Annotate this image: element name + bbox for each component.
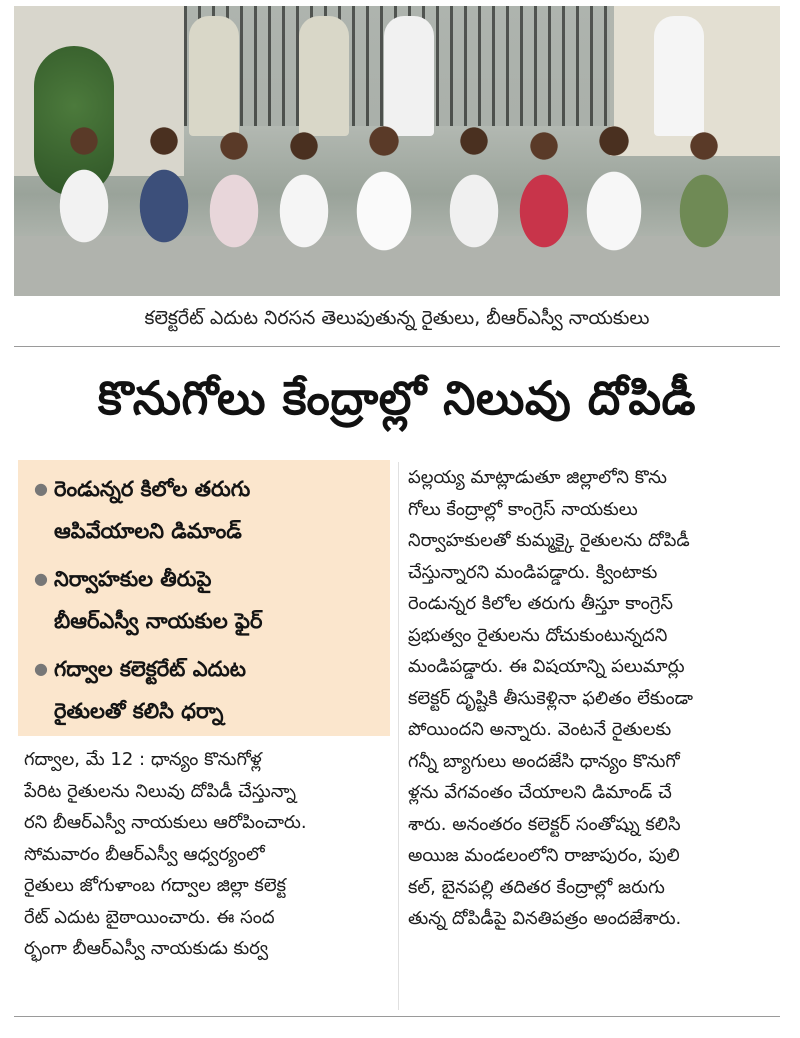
article-line: ర్భంగా బీఆర్ఎస్వీ నాయకుడు కుర్వ xyxy=(24,938,269,959)
article-column-left xyxy=(24,744,388,965)
article-column-right xyxy=(408,462,778,935)
divider xyxy=(14,346,780,347)
article-line: అయిజ మండలంలోని రాజాపురం, పులి xyxy=(408,845,680,866)
highlights-box xyxy=(18,460,390,736)
article-line: చేస్తున్నారని మండిపడ్డారు. క్వింటాకు xyxy=(408,561,658,583)
article-line: ప్రభుత్వం రైతులను దోచుకుంటున్నదని xyxy=(408,624,668,646)
column-divider xyxy=(398,462,399,1010)
highlight-line: రైతులతో కలిసి ధర్నా xyxy=(54,699,224,723)
article-line: కల్, బైనపల్లి తదితర కేంద్రాల్లో జరుగు xyxy=(408,876,665,898)
article-line: సోమవారం బీఆర్ఎస్వీ ఆధ్వర్యంలో xyxy=(24,843,265,865)
article-line: గోలు కేంద్రాల్లో కాంగ్రెస్ నాయకులు xyxy=(408,498,638,520)
bullet-icon: ● xyxy=(34,569,48,588)
article-line: గన్నీ బ్యాగులు అందజేసి ధాన్యం కొనుగో xyxy=(408,750,680,772)
article-line: రైతులు జోగుళాంబ గద్వాల జిల్లా కలెక్ట xyxy=(24,875,286,896)
article-line: మండిపడ్డారు. ఈ విషయాన్ని పలుమార్లు xyxy=(408,656,685,677)
bullet-icon: ● xyxy=(34,479,48,498)
article-line: రెండున్నర కిలోల తరుగు తీస్తూ కాంగ్రెస్ xyxy=(408,593,673,614)
article-line: రని బీఆర్ఎస్వీ నాయకులు ఆరోపించారు. xyxy=(24,812,307,833)
highlight-line: బీఆర్ఎస్వీ నాయకుల ఫైర్ xyxy=(54,609,263,633)
article-line: నిర్వాహకులతో కుమ్మక్కై రైతులను దోపిడీ xyxy=(408,530,690,551)
highlight-item xyxy=(36,648,386,732)
highlight-item xyxy=(36,468,386,552)
article-line: పల్లయ్య మాట్లాడుతూ జిల్లాలోని కొను xyxy=(408,467,668,488)
photo-caption: కలెక్టరేట్ ఎదుట నిరసన తెలుపుతున్న రైతులు, బీఆర్ఎస్వీ నాయకులు xyxy=(144,307,650,329)
article-line: శారు. అనంతరం కలెక్టర్ సంతోష్ను కలిసి xyxy=(408,813,681,835)
article-line: పేరిట రైతులను నిలువు దోపిడీ చేస్తున్నా xyxy=(24,780,296,802)
bullet-icon: ● xyxy=(34,659,48,678)
article-line: ళ్లను వేగవంతం చేయాలని డిమాండ్ చే xyxy=(408,782,672,803)
headline: కొనుగోలు కేంద్రాల్లో నిలువు దోపిడీ xyxy=(97,371,697,425)
bottom-divider xyxy=(14,1016,780,1017)
highlight-item xyxy=(36,558,386,642)
highlight-line: గద్వాల కలెక్టరేట్ ఎదుట xyxy=(54,657,246,681)
highlight-line: నిర్వాహకుల తీరుపై xyxy=(54,567,212,591)
article-line: పోయిందని అన్నారు. వెంటనే రైతులకు xyxy=(408,719,672,740)
news-photo xyxy=(14,6,780,296)
photo-crowd-heads xyxy=(24,101,774,161)
article-line: కలెక్టర్ దృష్టికి తీసుకెళ్లినా ఫలితం లేకుండా xyxy=(408,687,693,709)
highlight-line: రెండున్నర కిలోల తరుగు xyxy=(54,477,251,501)
article-line: తున్న దోపిడీపై వినతిపత్రం అందజేశారు. xyxy=(408,908,682,929)
article-line: రేట్ ఎదుట బైఠాయించారు. ఈ సంద xyxy=(24,906,275,928)
article-line: గద్వాల, మే 12 : ధాన్యం కొనుగోళ్ల xyxy=(24,749,262,770)
highlight-line: ఆపివేయాలని డిమాండ్ xyxy=(54,519,242,543)
